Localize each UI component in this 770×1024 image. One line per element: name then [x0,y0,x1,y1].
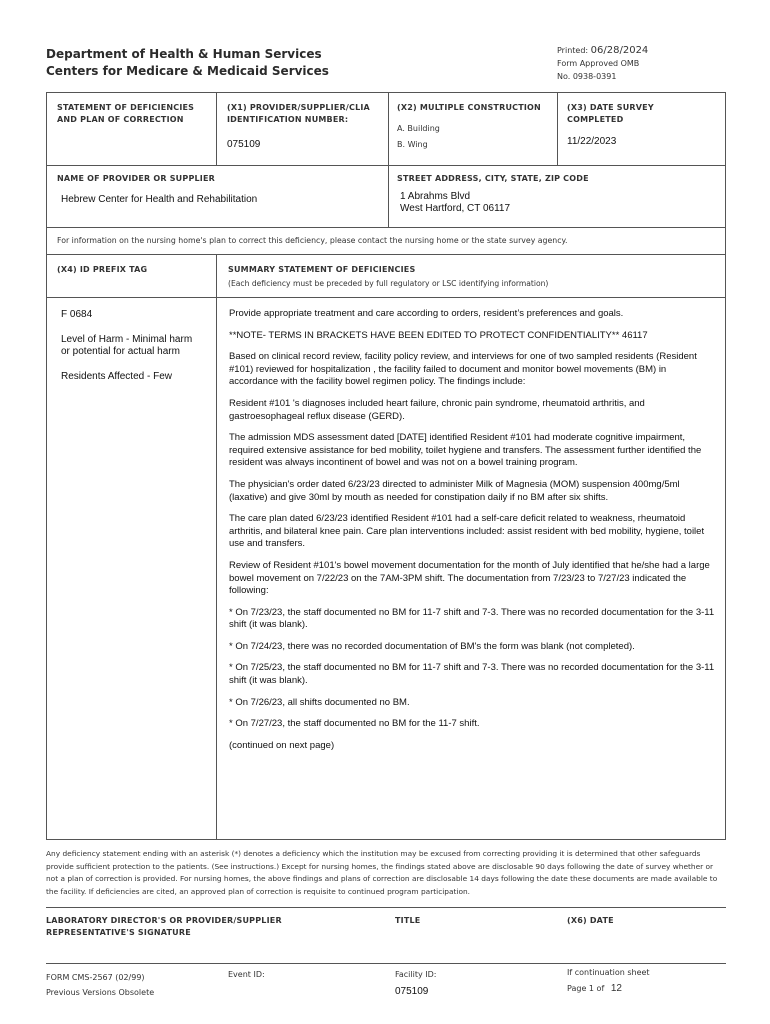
provider-name-label: NAME OF PROVIDER OR SUPPLIER [57,174,216,183]
info-note: For information on the nursing home's plan to correct this deficiency, please contact the nursing home or the state survey agency. [57,236,568,245]
x2-label: (X2) MULTIPLE CONSTRUCTION [397,103,541,112]
x3-label: (X3) DATE SURVEY COMPLETED [567,103,654,124]
provider-id-value: 075109 [227,139,261,150]
disclosure-footnote: Any deficiency statement ending with an asterisk (*) denotes a deficiency which the institution may be excused from correcting providing it is determined that other safeguards provide sufficient protection to the patients. (See instructions.) Except for nursing homes, the findings stated above are disclosable 90 days following the date of survey whether or not a plan of correction is provided. For nursing homes, the above findings and plans of correction are disclosable 14 days following the date these documents are made available to the facility. If deficiencies are cited, an approved plan of correction is requisite to continued program participation. [46,849,718,896]
centers-name: Centers for Medicare & Medicaid Services [46,64,329,78]
rule-sig-top [46,907,726,908]
id-prefix-tag-label: (X4) ID PREFIX TAG [57,265,148,274]
rule-top [46,92,726,93]
summary-paragraph: * On 7/25/23, the staff documented no BM for 11-7 shift and 7-3. There was no recorded documentation for the 3-11 shift (it was blank). [229,662,715,687]
address-label: STREET ADDRESS, CITY, STATE, ZIP CODE [397,174,589,183]
signature-label: LABORATORY DIRECTOR'S OR PROVIDER/SUPPLIER REPRESENTATIVE'S SIGNATURE [46,916,282,937]
summary-paragraph: Resident #101 's diagnoses included heart failure, chronic pain syndrome, rheumatoid arthritis, and gastroesophageal reflux disease (GERD). [229,397,645,422]
facility-id-label: Facility ID: [395,970,437,979]
agency-header [46,46,329,80]
address-value [400,191,510,215]
rule-left [46,92,47,839]
rule-note-bottom [46,254,726,255]
continued-note: (continued on next page) [229,739,335,751]
rule-tag-col [216,254,217,839]
building-label: A. Building [397,124,440,133]
summary-paragraph: The admission MDS assessment dated [DATE] identified Resident #101 had moderate cognitive impairment, required extensive assistance for bed mobility, toilet hygiene and transfers. The assessment further identified the resident was always incontinent of bowel and was not on a bowel training program. [229,432,702,469]
rule-body-bottom [46,839,726,840]
summary-statement-label: SUMMARY STATEMENT OF DEFICIENCIES [228,265,416,274]
statement-label: STATEMENT OF DEFICIENCIES AND PLAN OF CORRECTION [57,103,195,124]
page-indicator [567,983,622,994]
page-total: 12 [610,983,622,994]
rule-col2 [388,92,389,227]
address-line-2: West Hartford, CT 06117 [400,203,511,214]
date-label: (X6) DATE [567,916,614,925]
x1-label: (X1) PROVIDER/SUPPLIER/CLIA IDENTIFICATION NUMBER: [227,103,370,124]
summary-statement-sub: (Each deficiency must be preceded by full regulatory or LSC identifying information) [228,279,549,288]
department-name: Department of Health & Human Services [46,47,322,61]
summary-paragraph: Based on clinical record review, facility policy review, and interviews for one of two sampled residents (Resident #101) reviewed for hospitalization , the facility failed to document and monitor bowel movements (BM) in accordance with the facility bowel regimen policy. The findings include: [229,351,697,388]
provider-name-value: Hebrew Center for Health and Rehabilitation [61,194,258,205]
print-info [557,44,648,83]
wing-label: B. Wing [397,140,428,149]
summary-paragraph: * On 7/27/23, the staff documented no BM for the 11-7 shift. [229,718,480,730]
residents-affected: Residents Affected - Few [61,371,172,382]
level-of-harm: Level of Harm - Minimal harm or potential for actual harm [61,334,193,357]
form-number: FORM CMS-2567 (02/99) Previous Versions Obsolete [46,973,155,997]
tag-code: F 0684 [61,309,93,320]
summary-paragraph: Provide appropriate treatment and care according to orders, resident’s preferences and goals. [229,308,624,319]
address-line-1: 1 Abrahms Blvd [400,191,471,202]
summary-paragraph: * On 7/24/23, there was no recorded documentation of BM's the form was blank (not completed). [229,640,635,652]
facility-id-value: 075109 [395,986,429,997]
summary-paragraph: The physician's order dated 6/23/23 directed to administer Milk of Magnesia (MOM) suspension 400mg/5ml (laxative) and give 30ml by mouth as needed for constipation daily if no BM after six shifts. [229,478,680,503]
rule-taghdr-bottom [46,297,726,298]
rule-col1 [216,92,217,165]
rule-footer-top [46,963,726,964]
summary-paragraph: **NOTE- TERMS IN BRACKETS HAVE BEEN EDITED TO PROTECT CONFIDENTIALITY** 46117 [229,329,648,341]
summary-paragraph: Review of Resident #101's bowel movement documentation for the month of July identified that he/she had a large bowel movement on 7/22/23 on the 7AM-3PM shift. The documentation from 7/23/23 to 7/27/23 indicated the following: [229,559,710,597]
form-approved: Form Approved OMB [557,59,640,68]
summary-paragraph: The care plan dated 6/23/23 identified Resident #101 had a self-care deficit related to weakness, rheumatoid arthritis, and bilateral knee pain. Care plan interventions included: assist resident with bed mobility, hygiene, toilet use and transfers. [229,513,705,550]
summary-paragraph: * On 7/26/23, all shifts documented no BM. [229,696,410,708]
rule-right [725,92,726,839]
rule-row1-bottom [46,165,726,166]
omb-number: No. 0938-0391 [557,72,617,81]
continuation-label: If continuation sheet [567,968,650,977]
event-id-label: Event ID: [228,970,265,979]
printed-date: 06/28/2024 [590,45,649,56]
printed-label: Printed: [557,46,589,55]
rule-row2-bottom [46,227,726,228]
title-label: TITLE [395,916,421,925]
summary-paragraph: * On 7/23/23, the staff documented no BM for 11-7 shift and 7-3. There was no recorded documentation for the 3-11 shift (it was blank). [229,606,715,631]
survey-date-value: 11/22/2023 [567,136,617,147]
rule-col3 [557,92,558,165]
summary-statement-body [229,308,717,761]
page-label: Page 1 of [567,984,605,993]
